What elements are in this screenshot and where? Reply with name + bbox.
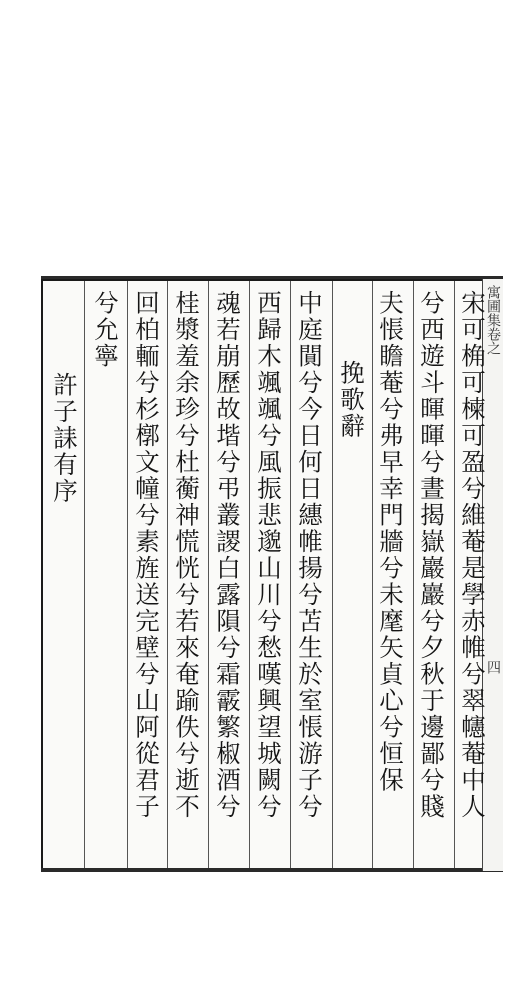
text-column: 兮西遊斗暉暉兮晝揭嶽巖巖兮夕秋于邊鄙兮賤 xyxy=(417,290,446,820)
text-column: 兮允寧 xyxy=(91,290,120,370)
column-rule xyxy=(84,281,85,868)
column-rule xyxy=(167,281,168,868)
column-rule xyxy=(249,281,250,868)
text-column: 中庭閴兮今日何日繐帷揚兮苫生於室悵游子兮 xyxy=(295,290,324,820)
volume-tag: 寓圃集卷之 xyxy=(485,285,501,355)
text-column: 魂若崩歷故堦兮弔叢謖白露隕兮霜霰繁椒酒兮 xyxy=(213,290,242,820)
leaf-number: 四 xyxy=(485,660,501,674)
column-rule xyxy=(454,281,455,868)
column-rule xyxy=(413,281,414,868)
frame-bottom-rule xyxy=(41,868,503,872)
column-rule xyxy=(290,281,291,868)
text-column: 回柏輀兮杉槨文幢兮素旌送完壁兮山阿從君子 xyxy=(132,290,161,820)
text-column: 宋可桷可楝可盈兮維菴是學赤帷兮翠幰菴中人 xyxy=(458,290,487,820)
text-column: 桂漿羞余珍兮杜蘅神慌恍兮若來奄踰佚兮逝不 xyxy=(172,290,201,820)
column-rule xyxy=(332,281,333,868)
column-rule xyxy=(127,281,128,868)
section-title: 挽歌辭 xyxy=(337,360,366,440)
column-rule xyxy=(208,281,209,868)
section-title: 許子誄有序 xyxy=(50,372,79,505)
frame-top-rule xyxy=(41,276,503,279)
text-column: 夫悵瞻菴兮弗早幸門牆兮未麾矢貞心兮恒保 xyxy=(376,290,405,794)
text-column: 西歸木颯颯兮風振悲邈山川兮愁嘆興望城闕兮 xyxy=(254,290,283,820)
column-rule xyxy=(372,281,373,868)
